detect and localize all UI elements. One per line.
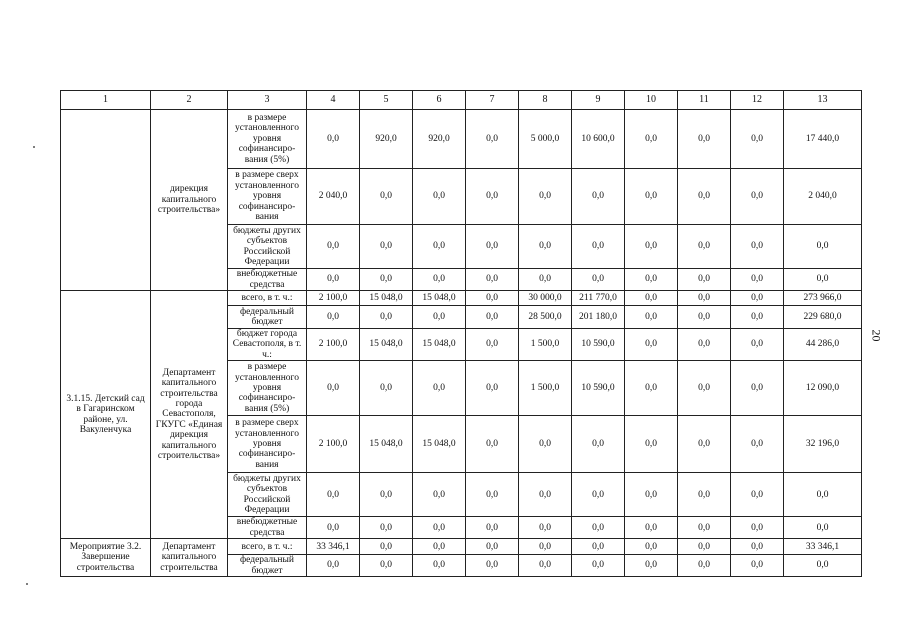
value-cell: 0,0 [625,416,678,473]
funding-source-cell: внебюджетные средства [228,269,307,291]
value-cell: 0,0 [678,110,731,169]
event-name-cell: Мероприятие 3.2. Завершение строительства [61,539,151,577]
value-cell: 0,0 [466,225,519,269]
value-cell: 0,0 [625,539,678,555]
value-cell: 0,0 [466,269,519,291]
value-cell: 0,0 [572,539,625,555]
total-value-cell: 229 680,0 [784,306,862,329]
value-cell: 0,0 [307,269,360,291]
value-cell: 0,0 [307,555,360,577]
column-header: 1 [61,91,151,110]
total-value-cell: 2 040,0 [784,169,862,225]
value-cell: 0,0 [360,269,413,291]
value-cell: 0,0 [731,269,784,291]
funding-source-cell: в размере сверх установленного уровня софинансиро-вания [228,416,307,473]
value-cell: 0,0 [678,225,731,269]
value-cell: 0,0 [466,291,519,306]
value-cell: 0,0 [731,517,784,539]
value-cell: 0,0 [678,539,731,555]
value-cell: 0,0 [519,269,572,291]
event-name-cell: 3.1.15. Детский сад в Гагаринском районе, ул. Вакуленчука [61,291,151,539]
value-cell: 28 500,0 [519,306,572,329]
value-cell: 15 048,0 [360,416,413,473]
column-header: 2 [151,91,228,110]
value-cell: 2 100,0 [307,329,360,361]
value-cell: 0,0 [360,517,413,539]
value-cell: 30 000,0 [519,291,572,306]
value-cell: 0,0 [519,517,572,539]
table-row [61,110,862,169]
total-value-cell: 0,0 [784,473,862,517]
value-cell: 0,0 [519,225,572,269]
value-cell: 0,0 [625,555,678,577]
table-row [61,291,862,306]
value-cell: 0,0 [360,539,413,555]
page-number: 20 [869,329,884,342]
value-cell: 0,0 [360,225,413,269]
executor-cell: Департамент капитального строительства [151,539,228,577]
value-cell: 0,0 [625,361,678,416]
funding-source-cell: в размере установленного уровня софинансиро-вания (5%) [228,110,307,169]
value-cell: 0,0 [466,361,519,416]
budget-table [60,90,862,577]
value-cell: 0,0 [678,517,731,539]
funding-source-cell: федеральный бюджет [228,306,307,329]
value-cell: 0,0 [731,225,784,269]
header-row [61,91,862,110]
value-cell: 211 770,0 [572,291,625,306]
column-header: 12 [731,91,784,110]
column-header: 10 [625,91,678,110]
funding-source-cell: в размере сверх установленного уровня софинансиро-вания [228,169,307,225]
value-cell: 0,0 [360,306,413,329]
value-cell: 15 048,0 [413,291,466,306]
funding-source-cell: бюджеты других субъектов Российской Федерации [228,225,307,269]
value-cell: 0,0 [625,291,678,306]
value-cell: 0,0 [625,329,678,361]
funding-source-cell: бюджеты других субъектов Российской Федерации [228,473,307,517]
value-cell: 0,0 [307,225,360,269]
value-cell: 0,0 [413,555,466,577]
value-cell: 0,0 [572,269,625,291]
value-cell: 1 500,0 [519,361,572,416]
value-cell: 0,0 [731,291,784,306]
value-cell: 0,0 [519,473,572,517]
value-cell: 0,0 [572,169,625,225]
value-cell: 1 500,0 [519,329,572,361]
value-cell: 0,0 [466,539,519,555]
value-cell: 0,0 [466,517,519,539]
value-cell: 0,0 [413,225,466,269]
value-cell: 920,0 [360,110,413,169]
value-cell: 0,0 [731,329,784,361]
value-cell: 0,0 [466,110,519,169]
column-header: 11 [678,91,731,110]
value-cell: 201 180,0 [572,306,625,329]
value-cell: 0,0 [413,517,466,539]
value-cell: 0,0 [519,416,572,473]
value-cell: 0,0 [625,169,678,225]
value-cell: 0,0 [466,329,519,361]
event-name-cell [61,110,151,291]
value-cell: 0,0 [519,169,572,225]
value-cell: 0,0 [360,555,413,577]
value-cell: 15 048,0 [360,291,413,306]
value-cell: 0,0 [731,473,784,517]
total-value-cell: 0,0 [784,225,862,269]
value-cell: 0,0 [413,306,466,329]
scan-speck [33,146,35,148]
column-header: 7 [466,91,519,110]
total-value-cell: 12 090,0 [784,361,862,416]
column-header: 4 [307,91,360,110]
value-cell: 0,0 [307,306,360,329]
value-cell: 0,0 [466,555,519,577]
column-header: 6 [413,91,466,110]
value-cell: 0,0 [307,110,360,169]
value-cell: 0,0 [413,539,466,555]
funding-source-cell: всего, в т. ч.: [228,291,307,306]
value-cell: 33 346,1 [307,539,360,555]
value-cell: 2 040,0 [307,169,360,225]
total-value-cell: 0,0 [784,517,862,539]
value-cell: 0,0 [625,110,678,169]
value-cell: 15 048,0 [413,416,466,473]
value-cell: 0,0 [413,269,466,291]
column-header: 5 [360,91,413,110]
scan-speck [26,583,28,585]
total-value-cell: 17 440,0 [784,110,862,169]
value-cell: 15 048,0 [413,329,466,361]
total-value-cell: 0,0 [784,555,862,577]
value-cell: 0,0 [572,517,625,539]
value-cell: 0,0 [466,169,519,225]
value-cell: 0,0 [572,225,625,269]
value-cell: 10 590,0 [572,329,625,361]
value-cell: 0,0 [625,517,678,539]
value-cell: 0,0 [360,361,413,416]
value-cell: 0,0 [678,329,731,361]
value-cell: 2 100,0 [307,416,360,473]
column-header: 9 [572,91,625,110]
value-cell: 0,0 [519,555,572,577]
value-cell: 0,0 [572,416,625,473]
value-cell: 0,0 [307,361,360,416]
value-cell: 0,0 [572,555,625,577]
funding-source-cell: в размере установленного уровня софинансиро-вания (5%) [228,361,307,416]
value-cell: 0,0 [413,169,466,225]
value-cell: 0,0 [413,473,466,517]
value-cell: 2 100,0 [307,291,360,306]
value-cell: 0,0 [625,306,678,329]
value-cell: 0,0 [731,110,784,169]
total-value-cell: 33 346,1 [784,539,862,555]
column-header: 13 [784,91,862,110]
value-cell: 0,0 [572,473,625,517]
value-cell: 0,0 [731,169,784,225]
value-cell: 0,0 [678,291,731,306]
total-value-cell: 273 966,0 [784,291,862,306]
value-cell: 920,0 [413,110,466,169]
value-cell: 0,0 [678,416,731,473]
funding-source-cell: федеральный бюджет [228,555,307,577]
value-cell: 0,0 [731,306,784,329]
value-cell: 15 048,0 [360,329,413,361]
column-header: 3 [228,91,307,110]
value-cell: 0,0 [678,306,731,329]
value-cell: 0,0 [307,517,360,539]
value-cell: 0,0 [360,169,413,225]
value-cell: 0,0 [625,473,678,517]
total-value-cell: 32 196,0 [784,416,862,473]
total-value-cell: 0,0 [784,269,862,291]
funding-source-cell: внебюджетные средства [228,517,307,539]
value-cell: 10 600,0 [572,110,625,169]
value-cell: 10 590,0 [572,361,625,416]
value-cell: 0,0 [678,169,731,225]
value-cell: 0,0 [678,473,731,517]
value-cell: 0,0 [731,416,784,473]
value-cell: 0,0 [413,361,466,416]
value-cell: 0,0 [519,539,572,555]
funding-source-cell: всего, в т. ч.: [228,539,307,555]
value-cell: 0,0 [360,473,413,517]
column-header: 8 [519,91,572,110]
total-value-cell: 44 286,0 [784,329,862,361]
value-cell: 0,0 [466,416,519,473]
value-cell: 0,0 [731,539,784,555]
value-cell: 0,0 [307,473,360,517]
value-cell: 0,0 [678,361,731,416]
executor-cell: дирекция капитального строительства» [151,110,228,291]
value-cell: 0,0 [466,306,519,329]
value-cell: 0,0 [625,269,678,291]
value-cell: 0,0 [466,473,519,517]
value-cell: 5 000,0 [519,110,572,169]
value-cell: 0,0 [625,225,678,269]
table-row [61,539,862,555]
value-cell: 0,0 [678,269,731,291]
value-cell: 0,0 [731,555,784,577]
value-cell: 0,0 [731,361,784,416]
executor-cell: Департамент капитального строительства города Севастополя, ГКУГС «Единая дирекция капитального строительства» [151,291,228,539]
funding-source-cell: бюджет города Севастополя, в т. ч.: [228,329,307,361]
value-cell: 0,0 [678,555,731,577]
